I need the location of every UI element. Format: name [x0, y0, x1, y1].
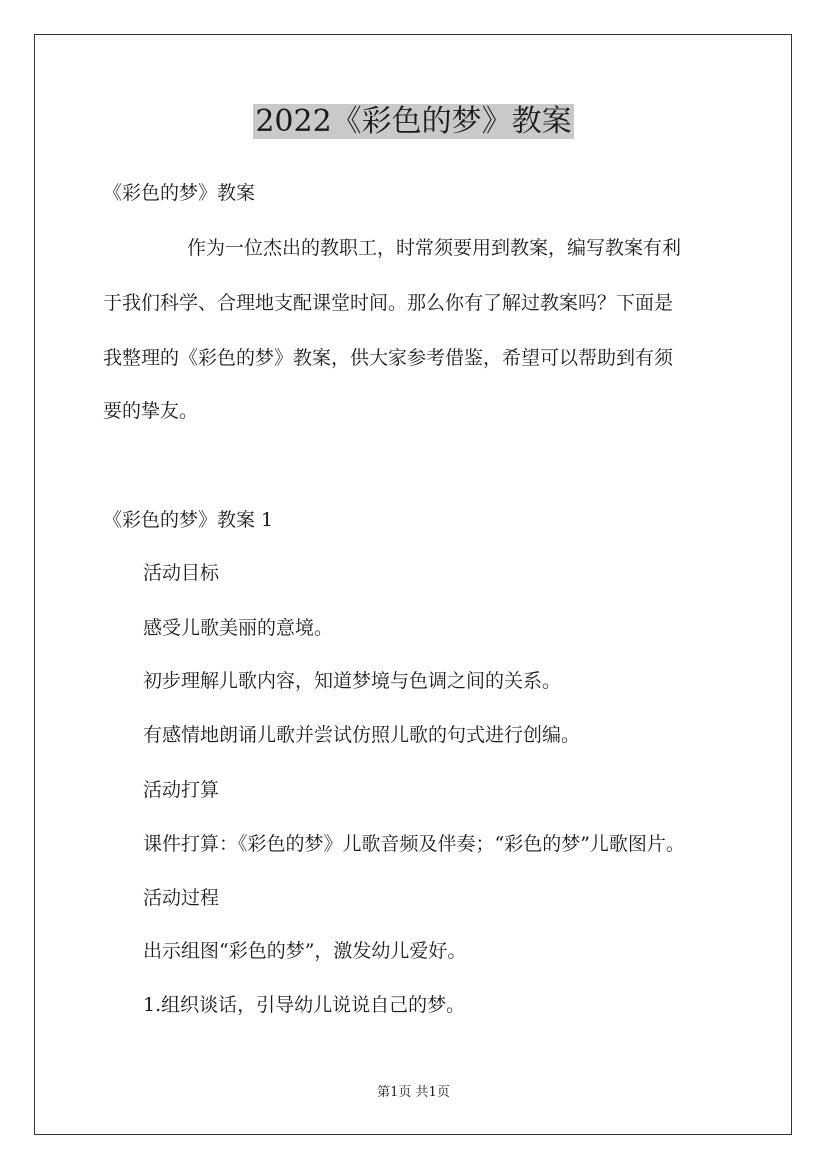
body-line-4: 有感情地朗诵儿歌并尝试仿照儿歌的句式进行创编。 [143, 724, 581, 746]
body-line-8: 出示组图“彩色的梦”，激发幼儿爱好。 [143, 940, 467, 962]
document-title: 2022《彩色的梦》教案 [255, 104, 572, 139]
document-subtitle: 《彩色的梦》教案 [103, 182, 256, 204]
intro-line-2: 于我们科学、合理地支配课堂时间。那么你有了解过教案吗？下面是 [103, 292, 674, 314]
body-line-2: 感受儿歌美丽的意境。 [143, 617, 334, 639]
body-line-1: 活动目标 [143, 562, 220, 584]
body-line-6: 课件打算：《彩色的梦》儿歌音频及伴奏；“彩色的梦”儿歌图片。 [143, 833, 685, 855]
intro-line-1: 作为一位杰出的教职工，时常须要用到教案，编写教案有利 [187, 237, 682, 259]
intro-line-3: 我整理的《彩色的梦》教案，供大家参考借鉴，希望可以帮助到有须 [103, 347, 674, 369]
body-line-5: 活动打算 [143, 779, 220, 801]
body-line-3: 初步理解儿歌内容，知道梦境与色调之间的关系。 [143, 670, 562, 692]
page-footer: 第1页 共1页 [377, 1085, 450, 1100]
body-line-7: 活动过程 [143, 887, 220, 909]
intro-line-4: 要的挚友。 [103, 400, 199, 422]
section-heading: 《彩色的梦》教案 1 [103, 509, 274, 531]
body-line-9: 1.组织谈话，引导幼儿说说自己的梦。 [143, 994, 466, 1016]
